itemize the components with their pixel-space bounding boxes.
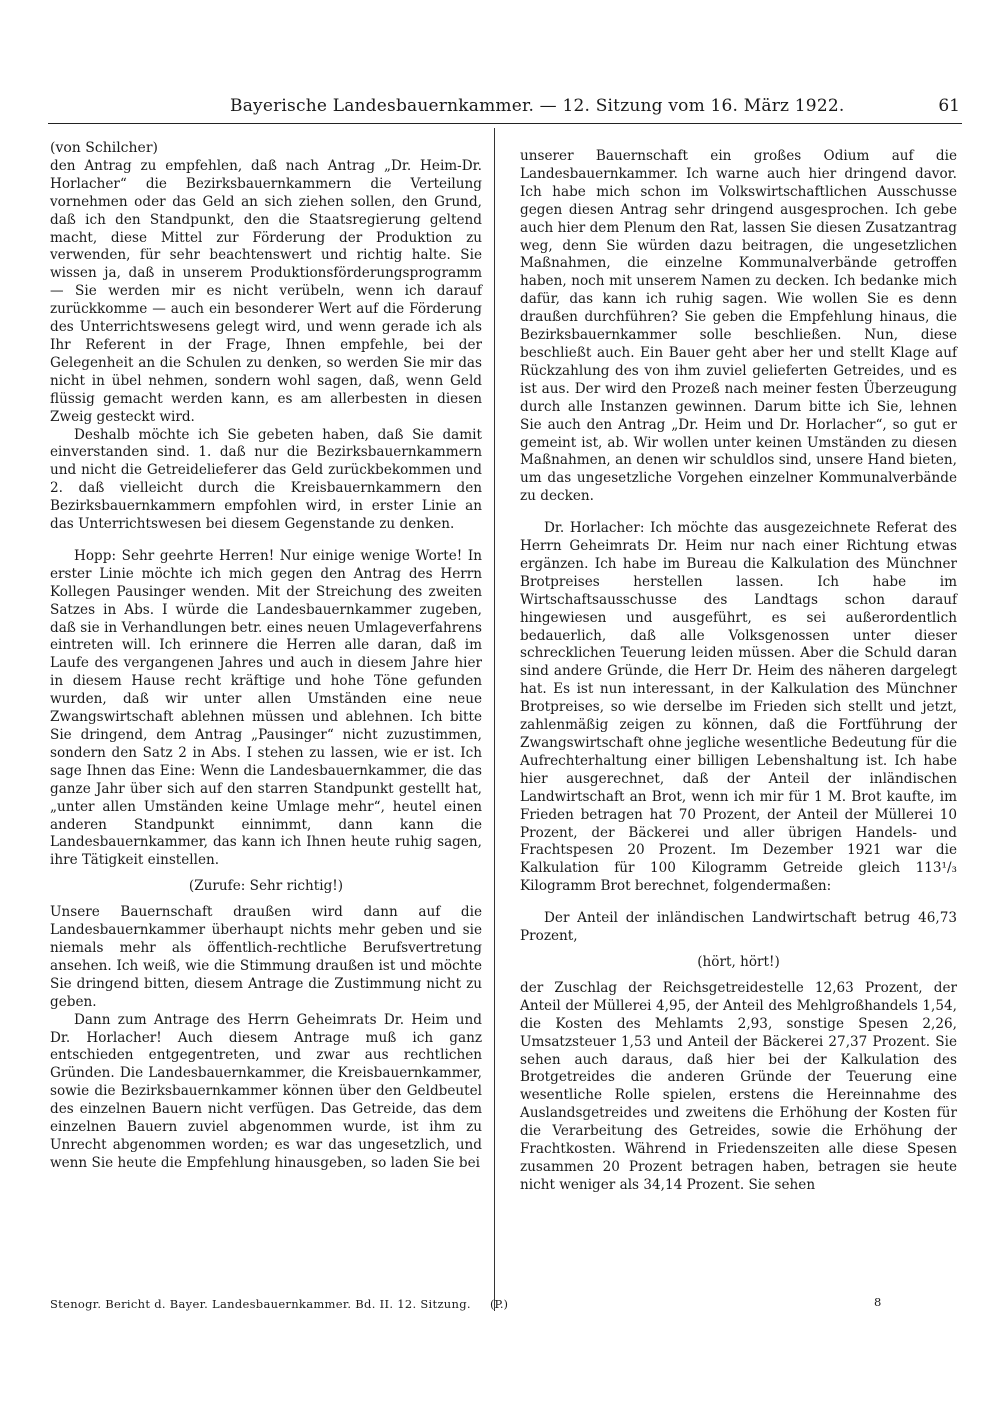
paragraph: Dann zum Antrage des Herrn Geheimrats Dr. Heim und Dr. Horlacher! Auch diesem Antrage muß ich ganz entschieden entgegentreten, und zwar aus rechtlichen Gründen. Die Landesbauernkammer, die Kreisbauernkammer, sowie die Bezirksbauernkammer können über den Geldbeutel des einzelnen Bauern nicht verfügen. Das Getreide, das dem einzelnen Bauern zuviel abgenommen wurde, ist ihm zu Unrecht abgenommen worden; es war das ungesetzlich, und wenn Sie heute die Empfehlung hinausgeben, so laden Sie bei (50, 1011, 482, 1171)
printer-mark: (P.) (490, 1297, 509, 1311)
paragraph-hopp-speech: Hopp: Sehr geehrte Herren! Nur einige wenige Worte! In erster Linie möchte ich mich gegen den Antrag des Herrn Kollegen Pausinger wenden. Mit der Streichung des zweiten Satzes in Abs. I würde die Landesbauernkammer zugeben, daß sie in Verhandlungen betr. eines neuen Umlageverfahrens eintreten will. Ich erinnere die Herren alle daran, daß im Laufe des vergangenen Jahres und auch in diesem Jahre hier in diesem Hause recht kräftige und hohe Töne gefunden wurden, daß wir unter allen Umständen eine neue Zwangswirtschaft ablehnen müssen und ablehnen. Ich bitte Sie dringend, dem Antrag „Pausinger“ nicht zuzustimmen, sondern den Satz 2 in Abs. I stehen zu lassen, wie er ist. Ich sage Ihnen das Eine: Wenn die Landesbauernkammer, die das ganze Jahr über sich auf den starren Standpunkt gestellt hat, „unter allen Umständen keine Umlage mehr“, heutel einen anderen Standpunkt einnimmt, dann kann die Landesbauernkammer, das kann ich Ihnen heute ruhig sagen, ihre Tätigkeit einstellen. (50, 547, 482, 869)
left-column (50, 140, 482, 1173)
column-divider (494, 128, 495, 1311)
paragraph: den Antrag zu empfehlen, daß nach Antrag „Dr. Heim-Dr. Horlacher“ die Bezirksbauernkammern die Verteilung vornehmen oder das Geld an sich ziehen sollen, den Grund, daß ich den Standpunkt, den die Staatsregierung geltend macht, diese Mittel zur Förderung der Produktion zu verwenden, für sehr beachtenswert und richtig halte. Sie wissen ja, daß in unserem Produktionsförderungsprogramm — Sie werden mir es nicht verübeln, wenn ich darauf zurückkomme — auch ein besonderer Wert auf die Förderung des Unterrichtswesens gelegt wird, und wenn gerade ich als Ihr Referent in der Frage, Ihnen empfehle, bei der Gelegenheit an die Schulen zu denken, so werden Sie mir das nicht in übel nehmen, sondern wohl sagen, daß, wenn Geld flüssig gemacht werden kann, es am allerbesten in diesen Zweig gesteckt wird. (50, 157, 482, 425)
sheet-number: 8 (874, 1295, 882, 1309)
running-head (40, 96, 960, 124)
right-column (520, 148, 957, 1195)
paragraph-horlacher-speech: Dr. Horlacher: Ich möchte das ausgezeichnete Referat des Herrn Geheimrats Dr. Heim nur nach einer Richtung etwas ergänzen. Ich habe im Bureau die Kalkulation des Münchner Brotpreises herstellen lassen. Ich habe im Wirtschaftsausschusse des Landtags schon darauf hingewiesen und ausgeführt, es sei außerordentlich bedauerlich, daß alle Volksgenossen unter dieser schrecklichen Teuerung leiden müssen. Aber die Schuld daran sind andere Gründe, die Herr Dr. Heim des näheren dargelegt hat. Es ist nun interessant, in der Kalkulation des Münchner Brotpreises, so wie derselbe im Frieden sich stellt und jetzt, zahlenmäßig zeigen zu können, daß die Fortführung der Zwangswirtschaft ohne jegliche wesentliche Bedeutung für die Aufrechterhaltung einer billigen Lebenshaltung ist. Ich habe hier ausgerechnet, daß der Anteil der inländischen Landwirtschaft an Brot, wenn ich mir für 1 M. Brot kaufte, im Frieden betragen hat 70 Prozent, der Anteil der Müllerei 10 Prozent, der Bäckerei und aller übrigen Handels- und Frachtspesen 20 Prozent. Im Dezember 1921 war die Kalkulation für 100 Kilogramm Getreide gleich 113¹/₃ Kilogramm Brot berechnet, folgendermaßen: (520, 520, 957, 895)
footer-reference: Stenogr. Bericht d. Bayer. Landesbauernkammer. Bd. II. 12. Sitzung. (50, 1297, 471, 1311)
paragraph: der Zuschlag der Reichsgetreidestelle 12,63 Prozent, der Anteil der Müllerei 4,95, der Anteil des Mehlgroßhandels 1,54, die Kosten des Mehlamts 2,93, sonstige Spesen 2,26, Umsatzsteuer 1,53 und Anteil der Bäckerei 27,37 Prozent. Sie sehen auch daraus, daß hier bei der Kalkulation des Brotgetreides die anderen Gründe der Teuerung eine wesentliche Rolle spielen, erstens die Hereinnahme des Auslandsgetreides und zweitens die Erhöhung der Kosten für die Verarbeitung des Getreides, sowie die Erhöhung der Frachtkosten. Während in Friedenszeiten alle diese Spesen zusammen 20 Prozent betragen haben, betragen sie heute nicht weniger als 34,14 Prozent. Sie sehen (520, 979, 957, 1193)
speaker-label: (von Schilcher) (50, 140, 158, 156)
paragraph: Deshalb möchte ich Sie gebeten haben, daß Sie damit einverstanden sind. 1. daß nur die Bezirksbauernkammern und nicht die Getreidelieferer das Geld zurückbekommen und 2. daß vielleicht durch die Kreisbauernkammern den Bezirksbauernkammern empfohlen wird, in erster Linie an das Unterrichtswesen bei diesem Gegenstande zu denken. (50, 426, 482, 533)
interjection: (Zurufe: Sehr richtig!) (188, 878, 344, 895)
header-rule (48, 123, 962, 124)
paragraph: Der Anteil der inländischen Landwirtschaft betrug 46,73 Prozent, (520, 910, 957, 945)
page-footer (50, 1297, 910, 1317)
paragraph: Unsere Bauernschaft draußen wird dann auf die Landesbauernkammer überhaupt nichts mehr geben und sie niemals mehr als öffentlich-rechtliche Berufsvertretung ansehen. Ich weiß, wie die Stimmung draußen ist und möchte Sie dringend bitten, diesem Antrage die Zustimmung nicht zu geben. (50, 904, 482, 1010)
paragraph: unserer Bauernschaft ein großes Odium auf die Landesbauernkammer. Ich warne auch hier dringend davor. Ich habe mich schon im Volkswirtschaftlichen Ausschusse gegen diesen Antrag sehr dringend ausgesprochen. Ich gebe auch hier dem Plenum den Rat, lassen Sie diesen Zusatzantrag weg, denn Sie würden dazu beitragen, die ungesetzlichen Maßnahmen, die einzelne Kommunalverbände getroffen haben, noch mit unserem Namen zu decken. Ich bedanke mich dafür, das kann ich ruhig sagen. Wie wollen Sie es denn draußen durchführen? Sie geben die Empfehlung hinaus, die Bezirksbauernkammer solle beschließen. Nun, diese beschließt auch. Ein Bauer geht aber her und stellt Klage auf Rückzahlung des von ihm zuviel gelieferten Getreides, und es ist aus. Der wird den Prozeß nach meiner festen Überzeugung durch alle Instanzen gewinnen. Darum bitte ich Sie, lehnen Sie auch den Antrag „Dr. Heim und Dr. Horlacher“, so gut er gemeint ist, ab. Wir wollen unter keinen Umständen zu diesen Maßnahmen, an denen wir schuldlos sind, unsere Hand bieten, um das ungesetzliche Vorgehen einzelner Kommunalverbände zu decken. (520, 148, 957, 505)
interjection: (hört, hört!) (697, 953, 780, 970)
running-title: Bayerische Landesbauernkammer. — 12. Sitzung vom 16. März 1922. (230, 96, 845, 116)
page-number: 61 (938, 96, 960, 116)
